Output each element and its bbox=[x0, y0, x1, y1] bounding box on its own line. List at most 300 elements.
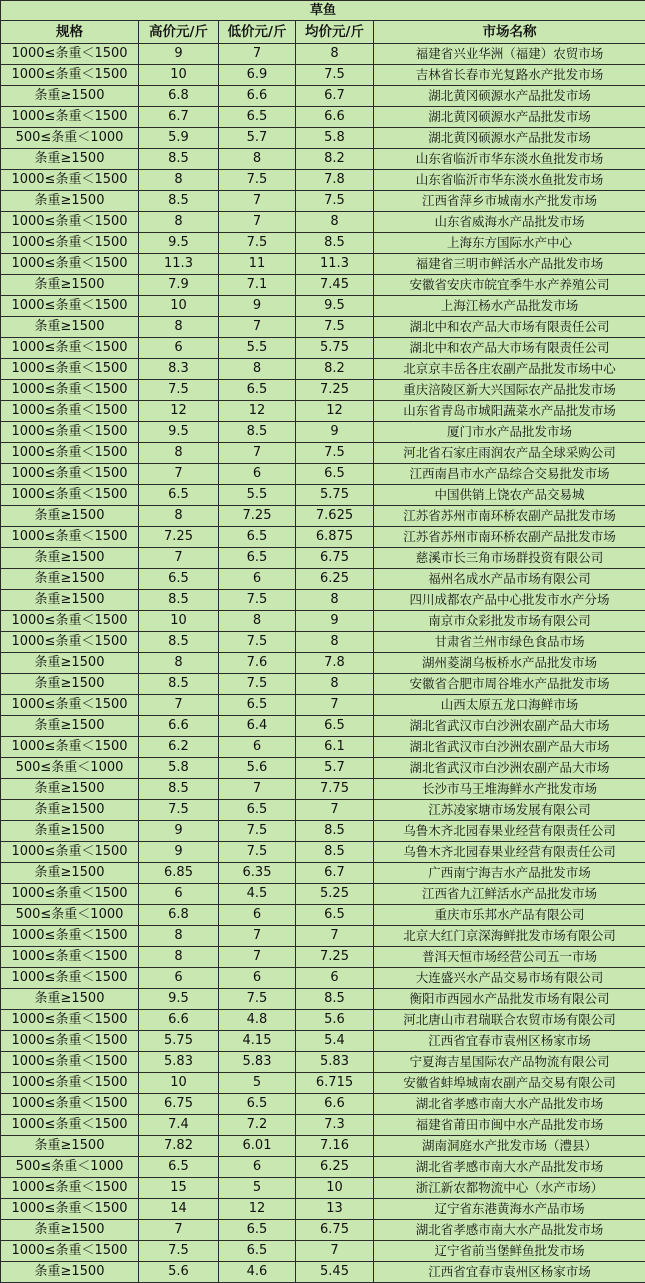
avg-price-cell: 7.16 bbox=[296, 1136, 374, 1157]
low-price-cell: 6.01 bbox=[219, 1136, 296, 1157]
avg-price-cell: 8 bbox=[296, 632, 374, 653]
market-name-cell: 山东省临沂市华东淡水鱼批发市场 bbox=[374, 170, 645, 191]
table-row bbox=[1, 1052, 645, 1073]
low-price-cell: 7 bbox=[219, 317, 296, 338]
high-price-cell: 6.8 bbox=[139, 905, 219, 926]
market-name-cell: 宁夏海吉星国际农产品物流有限公司 bbox=[374, 1052, 645, 1073]
table-row bbox=[1, 758, 645, 779]
avg-price-cell: 7.5 bbox=[296, 317, 374, 338]
avg-price-cell: 8.5 bbox=[296, 233, 374, 254]
avg-price-cell: 8.2 bbox=[296, 359, 374, 380]
avg-price-cell: 8.5 bbox=[296, 821, 374, 842]
spec-cell: 条重≥1500 bbox=[1, 863, 139, 884]
low-price-cell: 5.83 bbox=[219, 1052, 296, 1073]
spec-cell: 条重≥1500 bbox=[1, 506, 139, 527]
spec-cell: 500≤条重＜1000 bbox=[1, 905, 139, 926]
low-price-cell: 8.5 bbox=[219, 422, 296, 443]
avg-price-cell: 7 bbox=[296, 926, 374, 947]
table-row bbox=[1, 1241, 645, 1262]
low-price-cell: 6 bbox=[219, 569, 296, 590]
spec-cell: 500≤条重＜1000 bbox=[1, 1157, 139, 1178]
avg-price-cell: 5.45 bbox=[296, 1262, 374, 1283]
table-row bbox=[1, 548, 645, 569]
avg-price-cell: 5.8 bbox=[296, 128, 374, 149]
low-price-cell: 7 bbox=[219, 947, 296, 968]
table-row bbox=[1, 149, 645, 170]
table-row bbox=[1, 926, 645, 947]
high-price-cell: 5.8 bbox=[139, 758, 219, 779]
low-price-cell: 7 bbox=[219, 779, 296, 800]
table-row bbox=[1, 527, 645, 548]
market-name-cell: 湖北黄冈硕源水产品批发市场 bbox=[374, 86, 645, 107]
avg-price-cell: 5.7 bbox=[296, 758, 374, 779]
table-row bbox=[1, 1094, 645, 1115]
low-price-cell: 7.5 bbox=[219, 989, 296, 1010]
market-name-cell: 江西省宜春市袁州区杨家市场 bbox=[374, 1262, 645, 1283]
table-row bbox=[1, 737, 645, 758]
low-price-cell: 6.35 bbox=[219, 863, 296, 884]
avg-price-cell: 7.5 bbox=[296, 65, 374, 86]
low-price-cell: 6.5 bbox=[219, 800, 296, 821]
avg-price-cell: 7.25 bbox=[296, 947, 374, 968]
high-price-cell: 14 bbox=[139, 1199, 219, 1220]
market-name-cell: 湖北省武汉市白沙洲农副产品大市场 bbox=[374, 716, 645, 737]
spec-cell: 1000≤条重＜1500 bbox=[1, 1073, 139, 1094]
avg-price-cell: 6 bbox=[296, 968, 374, 989]
table-row bbox=[1, 863, 645, 884]
high-price-cell: 7 bbox=[139, 548, 219, 569]
high-price-cell: 7.4 bbox=[139, 1115, 219, 1136]
avg-price-cell: 6.6 bbox=[296, 1094, 374, 1115]
low-price-cell: 6.5 bbox=[219, 1241, 296, 1262]
high-price-cell: 15 bbox=[139, 1178, 219, 1199]
avg-price-cell: 7.45 bbox=[296, 275, 374, 296]
market-name-cell: 甘肃省兰州市绿色食品市场 bbox=[374, 632, 645, 653]
avg-price-cell: 8.5 bbox=[296, 842, 374, 863]
table-row bbox=[1, 779, 645, 800]
avg-price-cell: 6.715 bbox=[296, 1073, 374, 1094]
spec-cell: 条重≥1500 bbox=[1, 674, 139, 695]
high-price-cell: 10 bbox=[139, 1073, 219, 1094]
spec-cell: 1000≤条重＜1500 bbox=[1, 884, 139, 905]
table-row bbox=[1, 800, 645, 821]
high-price-cell: 11.3 bbox=[139, 254, 219, 275]
spec-cell: 1000≤条重＜1500 bbox=[1, 1010, 139, 1031]
low-price-cell: 8 bbox=[219, 359, 296, 380]
low-price-cell: 7.5 bbox=[219, 821, 296, 842]
low-price-cell: 6.5 bbox=[219, 107, 296, 128]
market-name-cell: 河北唐山市君瑞联合农贸市场有限公司 bbox=[374, 1010, 645, 1031]
market-name-cell: 福州名成水产品市场有限公司 bbox=[374, 569, 645, 590]
spec-cell: 1000≤条重＜1500 bbox=[1, 233, 139, 254]
market-name-cell: 湖北黄冈硕源水产品批发市场 bbox=[374, 107, 645, 128]
market-name-cell: 湖州菱湖乌板桥水产品批发市场 bbox=[374, 653, 645, 674]
table-row bbox=[1, 275, 645, 296]
market-name-cell: 江西省九江鲜活水产品批发市场 bbox=[374, 884, 645, 905]
high-price-cell: 8 bbox=[139, 212, 219, 233]
low-price-cell: 5.5 bbox=[219, 338, 296, 359]
market-name-cell: 普洱天恒市场经营公司五一市场 bbox=[374, 947, 645, 968]
high-price-cell: 6.8 bbox=[139, 86, 219, 107]
high-price-cell: 8 bbox=[139, 947, 219, 968]
avg-price-cell: 7.75 bbox=[296, 779, 374, 800]
market-name-cell: 上海东方国际水产中心 bbox=[374, 233, 645, 254]
market-name-cell: 上海江杨水产品批发市场 bbox=[374, 296, 645, 317]
low-price-cell: 7.5 bbox=[219, 233, 296, 254]
high-price-cell: 12 bbox=[139, 401, 219, 422]
table-row bbox=[1, 590, 645, 611]
market-name-cell: 河北省石家庄雨润农产品全球采购公司 bbox=[374, 443, 645, 464]
table-row bbox=[1, 611, 645, 632]
table-row bbox=[1, 401, 645, 422]
market-name-cell: 湖北中和农产品大市场有限责任公司 bbox=[374, 317, 645, 338]
avg-price-cell: 6.7 bbox=[296, 86, 374, 107]
table-row bbox=[1, 1010, 645, 1031]
avg-price-cell: 5.6 bbox=[296, 1010, 374, 1031]
high-price-cell: 6.2 bbox=[139, 737, 219, 758]
spec-cell: 1000≤条重＜1500 bbox=[1, 359, 139, 380]
high-price-cell: 7 bbox=[139, 1220, 219, 1241]
high-price-cell: 7.5 bbox=[139, 1241, 219, 1262]
table-row bbox=[1, 1178, 645, 1199]
market-name-cell: 慈溪市长三角市场群投资有限公司 bbox=[374, 548, 645, 569]
low-price-cell: 7 bbox=[219, 212, 296, 233]
spec-cell: 条重≥1500 bbox=[1, 86, 139, 107]
avg-price-cell: 7.5 bbox=[296, 443, 374, 464]
high-price-cell: 8 bbox=[139, 926, 219, 947]
avg-price-cell: 7.8 bbox=[296, 653, 374, 674]
market-name-cell: 湖南洞庭水产批发市场（澧县） bbox=[374, 1136, 645, 1157]
header-avg-price: 均价元/斤 bbox=[296, 21, 374, 44]
high-price-cell: 6 bbox=[139, 968, 219, 989]
spec-cell: 1000≤条重＜1500 bbox=[1, 968, 139, 989]
spec-cell: 1000≤条重＜1500 bbox=[1, 1031, 139, 1052]
table-row bbox=[1, 506, 645, 527]
table-row bbox=[1, 653, 645, 674]
market-name-cell: 辽宁省前当堡鲜鱼批发市场 bbox=[374, 1241, 645, 1262]
table-row bbox=[1, 989, 645, 1010]
spec-cell: 1000≤条重＜1500 bbox=[1, 485, 139, 506]
table-row bbox=[1, 842, 645, 863]
low-price-cell: 7.5 bbox=[219, 590, 296, 611]
low-price-cell: 12 bbox=[219, 401, 296, 422]
market-name-cell: 四川成都农产品中心批发市水产分场 bbox=[374, 590, 645, 611]
spec-cell: 1000≤条重＜1500 bbox=[1, 107, 139, 128]
high-price-cell: 8.3 bbox=[139, 359, 219, 380]
avg-price-cell: 6.5 bbox=[296, 464, 374, 485]
high-price-cell: 5.83 bbox=[139, 1052, 219, 1073]
low-price-cell: 4.15 bbox=[219, 1031, 296, 1052]
spec-cell: 条重≥1500 bbox=[1, 779, 139, 800]
spec-cell: 条重≥1500 bbox=[1, 800, 139, 821]
spec-cell: 条重≥1500 bbox=[1, 1262, 139, 1283]
market-name-cell: 福建省三明市鲜活水产品批发市场 bbox=[374, 254, 645, 275]
market-name-cell: 山西太原五龙口海鲜市场 bbox=[374, 695, 645, 716]
low-price-cell: 7.5 bbox=[219, 674, 296, 695]
low-price-cell: 6 bbox=[219, 464, 296, 485]
low-price-cell: 5.5 bbox=[219, 485, 296, 506]
high-price-cell: 6.85 bbox=[139, 863, 219, 884]
high-price-cell: 7 bbox=[139, 695, 219, 716]
spec-cell: 1000≤条重＜1500 bbox=[1, 422, 139, 443]
market-name-cell: 湖北省武汉市白沙洲农副产品大市场 bbox=[374, 737, 645, 758]
avg-price-cell: 7.5 bbox=[296, 191, 374, 212]
table-row bbox=[1, 464, 645, 485]
low-price-cell: 11 bbox=[219, 254, 296, 275]
header-market-name: 市场名称 bbox=[374, 21, 645, 44]
spec-cell: 1000≤条重＜1500 bbox=[1, 527, 139, 548]
table-row bbox=[1, 86, 645, 107]
avg-price-cell: 5.83 bbox=[296, 1052, 374, 1073]
market-name-cell: 江苏省苏州市南环桥农副产品批发市场 bbox=[374, 527, 645, 548]
spec-cell: 条重≥1500 bbox=[1, 275, 139, 296]
title-row bbox=[1, 1, 645, 21]
low-price-cell: 7.5 bbox=[219, 842, 296, 863]
avg-price-cell: 13 bbox=[296, 1199, 374, 1220]
high-price-cell: 8.5 bbox=[139, 779, 219, 800]
avg-price-cell: 5.4 bbox=[296, 1031, 374, 1052]
spec-cell: 1000≤条重＜1500 bbox=[1, 842, 139, 863]
high-price-cell: 6.6 bbox=[139, 716, 219, 737]
low-price-cell: 6 bbox=[219, 968, 296, 989]
table-row bbox=[1, 65, 645, 86]
table-row bbox=[1, 695, 645, 716]
avg-price-cell: 5.75 bbox=[296, 338, 374, 359]
high-price-cell: 9.5 bbox=[139, 422, 219, 443]
high-price-cell: 5.75 bbox=[139, 1031, 219, 1052]
spec-cell: 条重≥1500 bbox=[1, 653, 139, 674]
market-name-cell: 福建省兴业华洲（福建）农贸市场 bbox=[374, 44, 645, 65]
high-price-cell: 8.5 bbox=[139, 191, 219, 212]
high-price-cell: 9.5 bbox=[139, 989, 219, 1010]
low-price-cell: 6.5 bbox=[219, 380, 296, 401]
high-price-cell: 6.7 bbox=[139, 107, 219, 128]
low-price-cell: 7 bbox=[219, 926, 296, 947]
header-high-price: 高价元/斤 bbox=[139, 21, 219, 44]
spec-cell: 1000≤条重＜1500 bbox=[1, 926, 139, 947]
market-name-cell: 江西省宜春市袁州区杨家市场 bbox=[374, 1031, 645, 1052]
high-price-cell: 7.9 bbox=[139, 275, 219, 296]
spec-cell: 1000≤条重＜1500 bbox=[1, 1094, 139, 1115]
high-price-cell: 6 bbox=[139, 338, 219, 359]
table-row bbox=[1, 191, 645, 212]
high-price-cell: 10 bbox=[139, 611, 219, 632]
spec-cell: 条重≥1500 bbox=[1, 317, 139, 338]
table-row bbox=[1, 1115, 645, 1136]
market-name-cell: 山东省临沂市华东淡水鱼批发市场 bbox=[374, 149, 645, 170]
low-price-cell: 4.5 bbox=[219, 884, 296, 905]
avg-price-cell: 7 bbox=[296, 1241, 374, 1262]
spec-cell: 条重≥1500 bbox=[1, 548, 139, 569]
low-price-cell: 7.2 bbox=[219, 1115, 296, 1136]
avg-price-cell: 8 bbox=[296, 44, 374, 65]
spec-cell: 1000≤条重＜1500 bbox=[1, 401, 139, 422]
spec-cell: 条重≥1500 bbox=[1, 590, 139, 611]
table-row bbox=[1, 1157, 645, 1178]
high-price-cell: 8.5 bbox=[139, 674, 219, 695]
table-row bbox=[1, 716, 645, 737]
market-name-cell: 乌鲁木齐北园春果业经营有限责任公司 bbox=[374, 821, 645, 842]
spec-cell: 条重≥1500 bbox=[1, 821, 139, 842]
high-price-cell: 8 bbox=[139, 317, 219, 338]
table-row bbox=[1, 317, 645, 338]
low-price-cell: 6 bbox=[219, 1157, 296, 1178]
market-name-cell: 广西南宁海吉水产品批发市场 bbox=[374, 863, 645, 884]
high-price-cell: 6 bbox=[139, 884, 219, 905]
high-price-cell: 8.5 bbox=[139, 149, 219, 170]
market-name-cell: 湖北黄冈硕源水产品批发市场 bbox=[374, 128, 645, 149]
low-price-cell: 4.8 bbox=[219, 1010, 296, 1031]
low-price-cell: 5.6 bbox=[219, 758, 296, 779]
avg-price-cell: 9.5 bbox=[296, 296, 374, 317]
spec-cell: 1000≤条重＜1500 bbox=[1, 611, 139, 632]
low-price-cell: 7.6 bbox=[219, 653, 296, 674]
table-row bbox=[1, 107, 645, 128]
low-price-cell: 7 bbox=[219, 443, 296, 464]
high-price-cell: 6.6 bbox=[139, 1010, 219, 1031]
high-price-cell: 10 bbox=[139, 296, 219, 317]
spec-cell: 500≤条重＜1000 bbox=[1, 758, 139, 779]
avg-price-cell: 7.3 bbox=[296, 1115, 374, 1136]
header-low-price: 低价元/斤 bbox=[219, 21, 296, 44]
market-name-cell: 北京大红门京深海鲜批发市场有限公司 bbox=[374, 926, 645, 947]
low-price-cell: 6.6 bbox=[219, 86, 296, 107]
high-price-cell: 8 bbox=[139, 170, 219, 191]
market-name-cell: 安徽省安庆市皖宜季牛水产养殖公司 bbox=[374, 275, 645, 296]
spec-cell: 1000≤条重＜1500 bbox=[1, 1052, 139, 1073]
avg-price-cell: 5.25 bbox=[296, 884, 374, 905]
low-price-cell: 7 bbox=[219, 191, 296, 212]
low-price-cell: 6 bbox=[219, 905, 296, 926]
table-row bbox=[1, 1136, 645, 1157]
spec-cell: 1000≤条重＜1500 bbox=[1, 1115, 139, 1136]
table-row bbox=[1, 1031, 645, 1052]
table-row bbox=[1, 905, 645, 926]
low-price-cell: 7.25 bbox=[219, 506, 296, 527]
spec-cell: 条重≥1500 bbox=[1, 1136, 139, 1157]
spec-cell: 1000≤条重＜1500 bbox=[1, 380, 139, 401]
high-price-cell: 10 bbox=[139, 65, 219, 86]
high-price-cell: 7.25 bbox=[139, 527, 219, 548]
market-name-cell: 衡阳市西园水产品批发市场有限公司 bbox=[374, 989, 645, 1010]
spec-cell: 1000≤条重＜1500 bbox=[1, 737, 139, 758]
table-row bbox=[1, 254, 645, 275]
low-price-cell: 5 bbox=[219, 1178, 296, 1199]
high-price-cell: 8 bbox=[139, 506, 219, 527]
avg-price-cell: 8.2 bbox=[296, 149, 374, 170]
avg-price-cell: 6.5 bbox=[296, 716, 374, 737]
spec-cell: 1000≤条重＜1500 bbox=[1, 464, 139, 485]
market-name-cell: 安徽省合肥市周谷堆水产品批发市场 bbox=[374, 674, 645, 695]
spec-cell: 1000≤条重＜1500 bbox=[1, 1199, 139, 1220]
low-price-cell: 8 bbox=[219, 611, 296, 632]
spec-cell: 1000≤条重＜1500 bbox=[1, 296, 139, 317]
avg-price-cell: 8.5 bbox=[296, 989, 374, 1010]
spec-cell: 1000≤条重＜1500 bbox=[1, 44, 139, 65]
avg-price-cell: 12 bbox=[296, 401, 374, 422]
avg-price-cell: 7.8 bbox=[296, 170, 374, 191]
low-price-cell: 6.5 bbox=[219, 1094, 296, 1115]
avg-price-cell: 7 bbox=[296, 695, 374, 716]
avg-price-cell: 6.7 bbox=[296, 863, 374, 884]
avg-price-cell: 8 bbox=[296, 212, 374, 233]
table-row bbox=[1, 443, 645, 464]
high-price-cell: 8.5 bbox=[139, 590, 219, 611]
table-row bbox=[1, 422, 645, 443]
spec-cell: 1000≤条重＜1500 bbox=[1, 338, 139, 359]
table-row bbox=[1, 674, 645, 695]
market-name-cell: 福建省莆田市闽中水产品批发市场 bbox=[374, 1115, 645, 1136]
table-title: 草鱼 bbox=[1, 1, 645, 21]
market-name-cell: 重庆市乐邦水产品有限公司 bbox=[374, 905, 645, 926]
high-price-cell: 6.75 bbox=[139, 1094, 219, 1115]
header-row bbox=[1, 21, 645, 44]
low-price-cell: 5 bbox=[219, 1073, 296, 1094]
high-price-cell: 9 bbox=[139, 842, 219, 863]
table-row bbox=[1, 44, 645, 65]
low-price-cell: 7.5 bbox=[219, 170, 296, 191]
table-row bbox=[1, 485, 645, 506]
spec-cell: 1000≤条重＜1500 bbox=[1, 947, 139, 968]
high-price-cell: 6.5 bbox=[139, 485, 219, 506]
avg-price-cell: 6.875 bbox=[296, 527, 374, 548]
low-price-cell: 12 bbox=[219, 1199, 296, 1220]
spec-cell: 条重≥1500 bbox=[1, 149, 139, 170]
table-row bbox=[1, 338, 645, 359]
avg-price-cell: 6.25 bbox=[296, 1157, 374, 1178]
high-price-cell: 8 bbox=[139, 653, 219, 674]
table-row bbox=[1, 380, 645, 401]
avg-price-cell: 6.1 bbox=[296, 737, 374, 758]
low-price-cell: 9 bbox=[219, 296, 296, 317]
spec-cell: 条重≥1500 bbox=[1, 989, 139, 1010]
spec-cell: 条重≥1500 bbox=[1, 1220, 139, 1241]
avg-price-cell: 6.75 bbox=[296, 1220, 374, 1241]
spec-cell: 1000≤条重＜1500 bbox=[1, 1241, 139, 1262]
market-name-cell: 重庆涪陵区新大兴国际农产品批发市场 bbox=[374, 380, 645, 401]
high-price-cell: 5.6 bbox=[139, 1262, 219, 1283]
avg-price-cell: 6.6 bbox=[296, 107, 374, 128]
low-price-cell: 7 bbox=[219, 44, 296, 65]
table-row bbox=[1, 296, 645, 317]
market-name-cell: 北京京丰岳各庄农副产品批发市场中心 bbox=[374, 359, 645, 380]
avg-price-cell: 6.5 bbox=[296, 905, 374, 926]
table-row bbox=[1, 632, 645, 653]
market-name-cell: 山东省青岛市城阳蔬菜水产品批发市场 bbox=[374, 401, 645, 422]
market-name-cell: 辽宁省东港黄海水产品市场 bbox=[374, 1199, 645, 1220]
avg-price-cell: 6.25 bbox=[296, 569, 374, 590]
market-name-cell: 湖北省孝感市南大水产品批发市场 bbox=[374, 1094, 645, 1115]
avg-price-cell: 7.25 bbox=[296, 380, 374, 401]
table-row bbox=[1, 968, 645, 989]
high-price-cell: 9.5 bbox=[139, 233, 219, 254]
low-price-cell: 8 bbox=[219, 149, 296, 170]
high-price-cell: 9 bbox=[139, 44, 219, 65]
low-price-cell: 6.4 bbox=[219, 716, 296, 737]
table-row bbox=[1, 359, 645, 380]
high-price-cell: 6.5 bbox=[139, 1157, 219, 1178]
spec-cell: 1000≤条重＜1500 bbox=[1, 254, 139, 275]
high-price-cell: 5.9 bbox=[139, 128, 219, 149]
market-name-cell: 长沙市马王堆海鲜水产批发市场 bbox=[374, 779, 645, 800]
market-name-cell: 江苏省苏州市南环桥农副产品批发市场 bbox=[374, 506, 645, 527]
market-name-cell: 浙江新农都物流中心（水产市场） bbox=[374, 1178, 645, 1199]
low-price-cell: 7.5 bbox=[219, 632, 296, 653]
market-name-cell: 湖北省孝感市南大水产品批发市场 bbox=[374, 1157, 645, 1178]
spec-cell: 条重≥1500 bbox=[1, 569, 139, 590]
table-row bbox=[1, 1220, 645, 1241]
low-price-cell: 6.5 bbox=[219, 1220, 296, 1241]
